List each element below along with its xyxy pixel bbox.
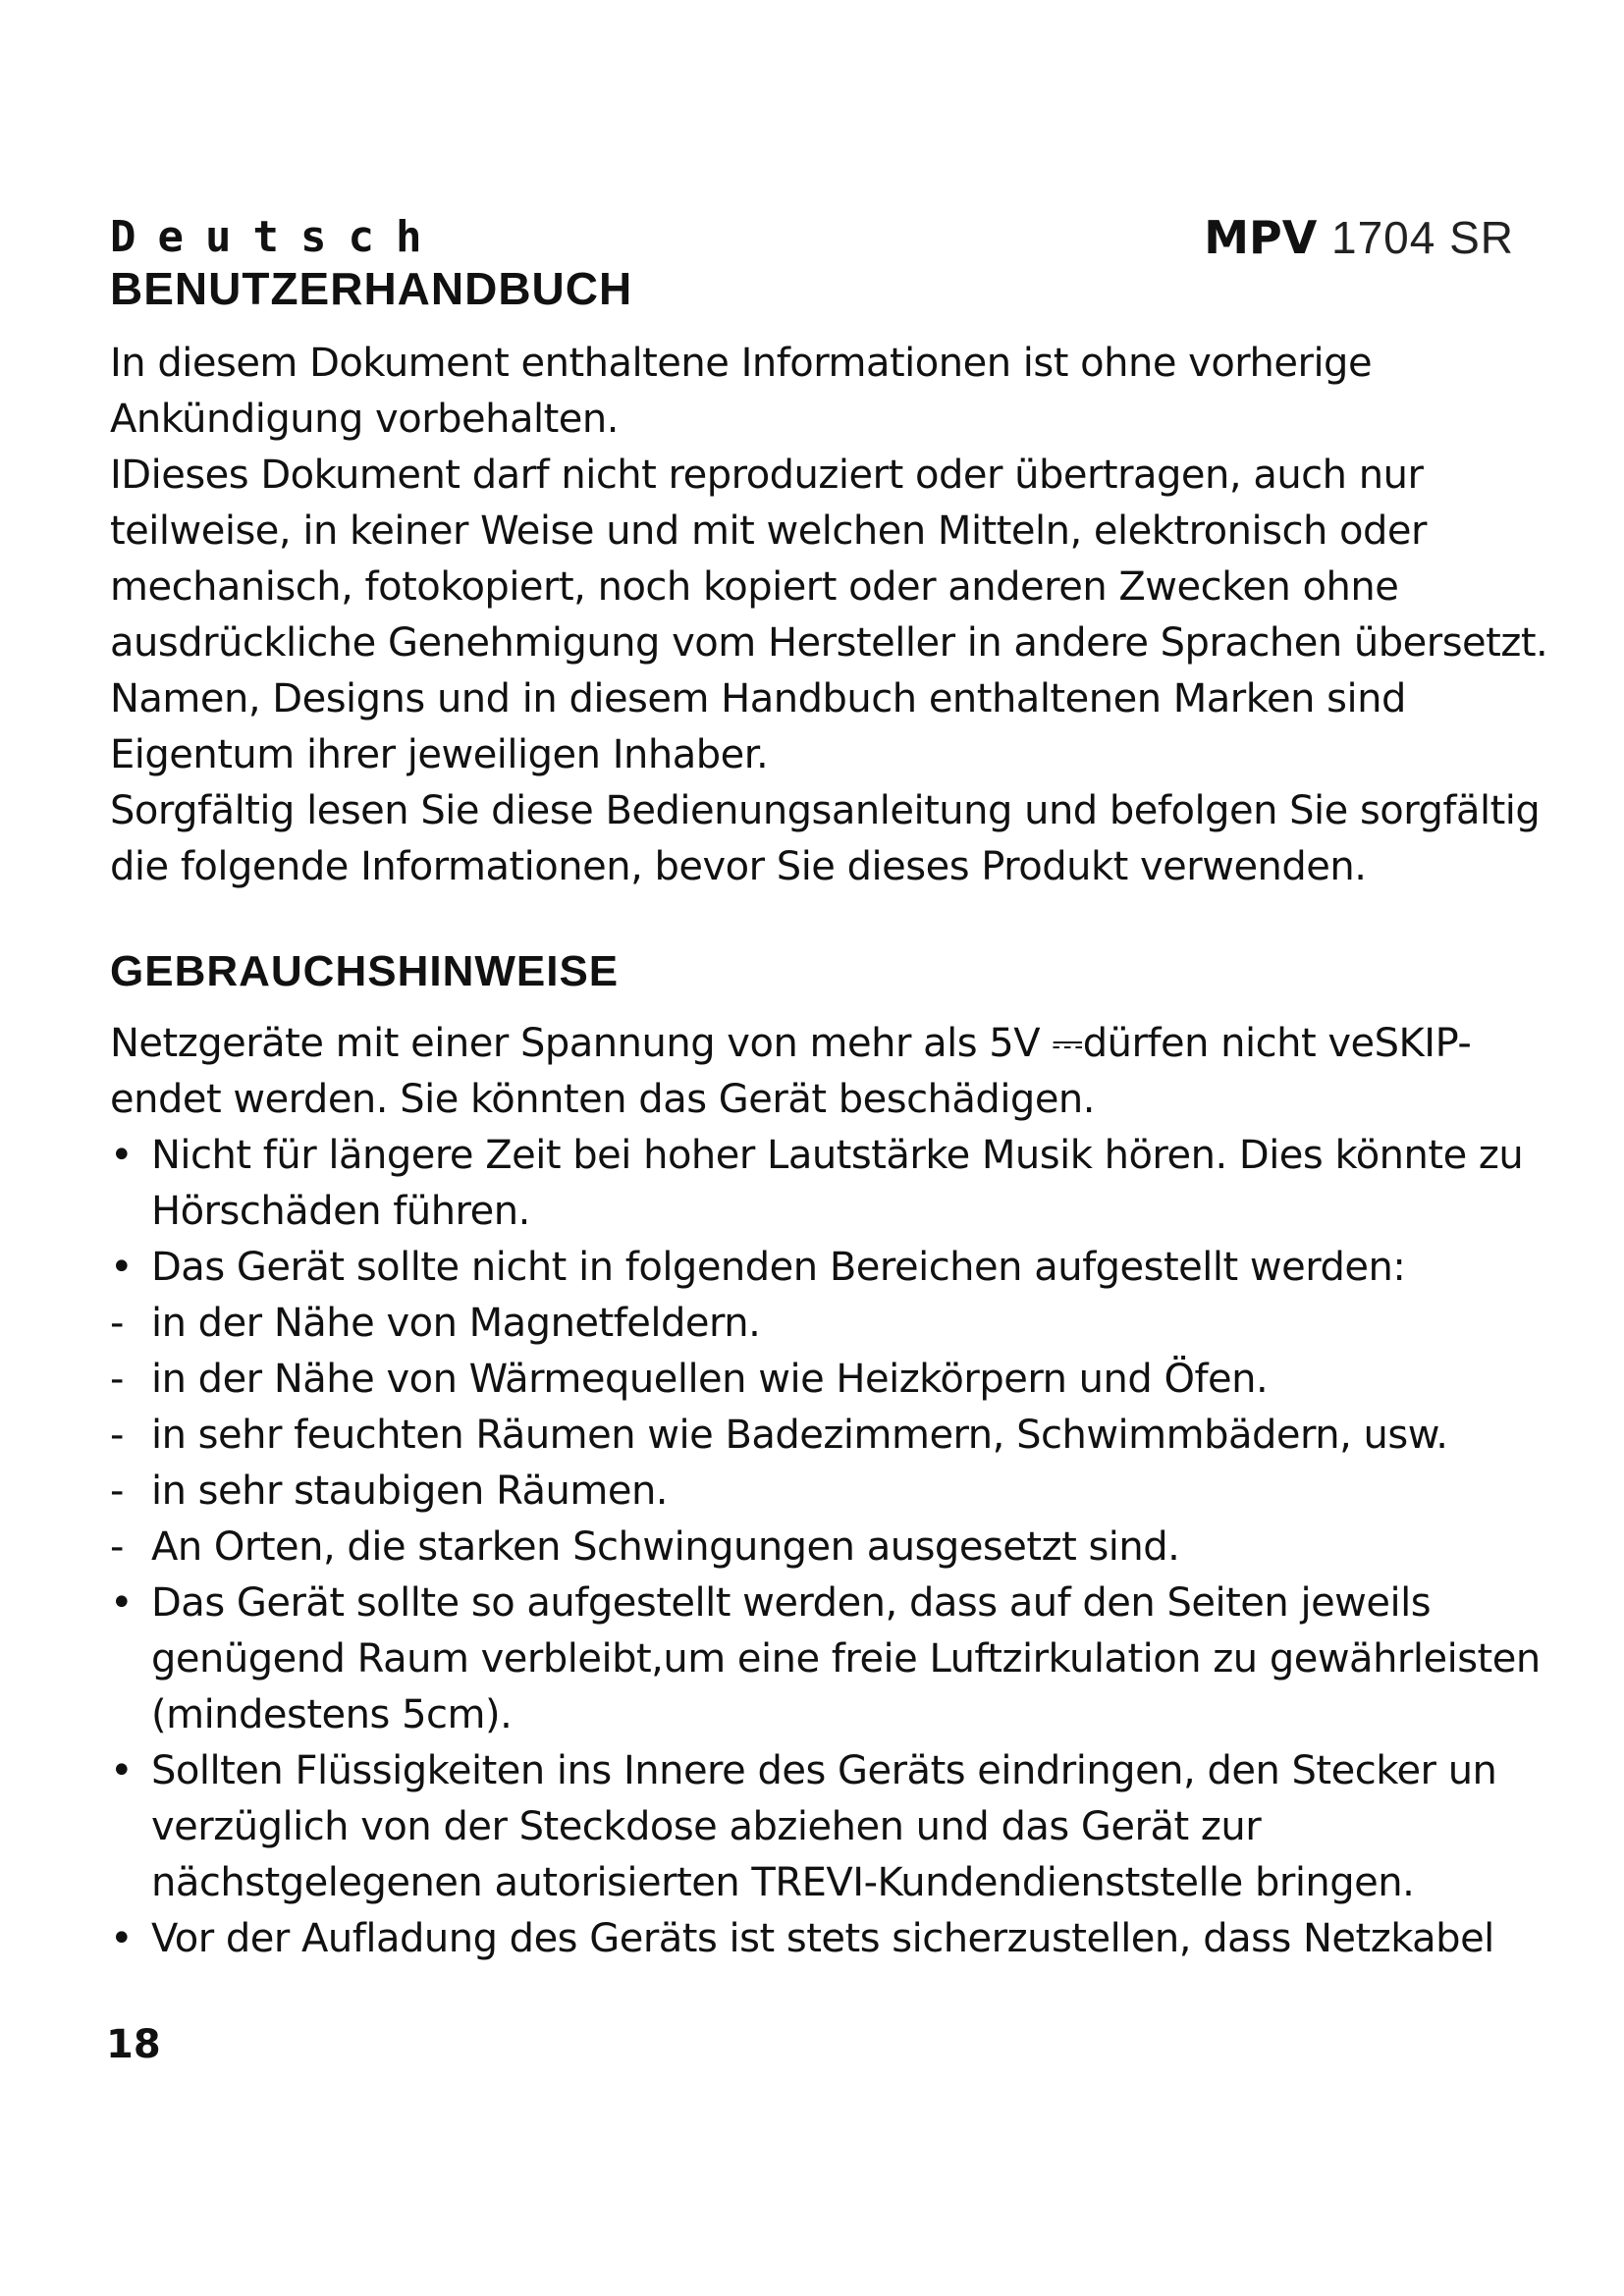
list-item (110, 1520, 1563, 1575)
list-item (110, 1240, 1563, 1296)
intro-paragraph: Namen, Designs und in diesem Handbuch enthaltenen Marken sind Eigentum ihrer jeweiligen Inhaber. (110, 676, 1406, 777)
intro-text (110, 336, 1563, 895)
bullet-marker: • (110, 1245, 134, 1290)
page-number: 18 (106, 2022, 161, 2067)
model-number: 1704 SR (1330, 212, 1514, 263)
list-item-text: in der Nähe von Wärmequellen wie Heizkörpern und Öfen. (151, 1357, 1269, 1402)
dash-marker: - (110, 1524, 124, 1570)
section-title: GEBRAUCHSHINWEISE (110, 947, 620, 995)
list-item-text: Vor der Aufladung des Geräts ist stets sicherzustellen, dass Netzkabel (151, 1916, 1494, 1961)
language-label: Deutsch (110, 212, 444, 262)
list-item-text: in der Nähe von Magnetfeldern. (151, 1301, 761, 1346)
model-name (1204, 210, 1514, 265)
list-item (110, 1128, 1563, 1240)
list-item (110, 1575, 1563, 1743)
list-item (110, 1408, 1563, 1464)
list-item (110, 1911, 1563, 1967)
list-item-text: in sehr staubigen Räumen. (151, 1468, 669, 1514)
bullet-marker: • (110, 1916, 134, 1961)
list-item-text: An Orten, die starken Schwingungen ausgesetzt sind. (151, 1524, 1180, 1570)
list-item-text: Das Gerät sollte nicht in folgenden Bereichen aufgestellt werden: (151, 1245, 1406, 1290)
intro-paragraph: In diesem Dokument enthaltene Informationen ist ohne vorherige Ankündigung vorbehalten. (110, 341, 1373, 442)
usage-intro: Netzgeräte mit einer Spannung von mehr als 5V ⎓dürfen nicht veSKIP-endet werden. Sie könnten das Gerät beschädigen. (110, 1021, 1472, 1122)
list-item-text: Das Gerät sollte so aufgestellt werden, dass auf den Seiten jeweils genügend Raum verbleibt,um eine freie Luftzirkulation zu gewährleisten (mindestens 5cm). (151, 1580, 1541, 1737)
model-series: MPV (1204, 211, 1318, 264)
intro-paragraph: Sorgfältig lesen Sie diese Bedienungsanleitung und befolgen Sie sorgfältig die folgende Informationen, bevor Sie dieses Produkt verwenden. (110, 788, 1541, 889)
dash-marker: - (110, 1357, 124, 1402)
bullet-marker: • (110, 1133, 134, 1178)
list-item (110, 1296, 1563, 1352)
dash-marker: - (110, 1468, 124, 1514)
list-item (110, 1352, 1563, 1408)
dash-marker: - (110, 1301, 124, 1346)
dash-marker: - (110, 1413, 124, 1458)
list-item-text: Sollten Flüssigkeiten ins Innere des Geräts eindringen, den Stecker un verzüglich von der Steckdose abziehen und das Gerät zur nächstgelegenen autorisierten TREVI-Kundendienststelle bringen. (151, 1748, 1497, 1905)
list-item (110, 1743, 1563, 1911)
intro-paragraph: IDieses Dokument darf nicht reproduziert oder übertragen, auch nur teilweise, in keiner Weise und mit welchen Mitteln, elektronisch oder mechanisch, fotokopiert, noch kopiert oder anderen Zwecken ohne ausdrückliche Genehmigung vom Hersteller in andere Sprachen übersetzt. (110, 453, 1548, 666)
bullet-marker: • (110, 1748, 134, 1793)
list-item-text: in sehr feuchten Räumen wie Badezimmern, Schwimmbädern, usw. (151, 1413, 1448, 1458)
bullet-marker: • (110, 1580, 134, 1626)
usage-notes (110, 1016, 1563, 1967)
list-item-text: Nicht für längere Zeit bei hoher Lautstärke Musik hören. Dies könnte zu Hörschäden führen. (151, 1133, 1524, 1234)
manual-title: BENUTZERHANDBUCH (110, 263, 633, 314)
list-item (110, 1464, 1563, 1520)
